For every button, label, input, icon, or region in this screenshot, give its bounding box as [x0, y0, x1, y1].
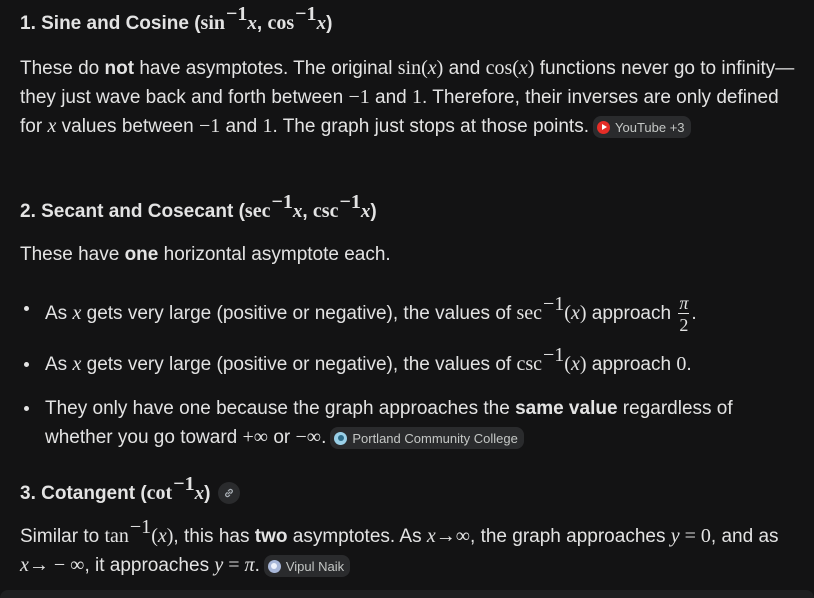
secant-cosecant-intro: These have one horizontal asymptote each. [20, 244, 391, 265]
section-heading-secant-cosecant: 2. Secant and Cosecant ($\sec^{-1}x$, $\csc^{-1}x$) [20, 191, 377, 222]
link-icon[interactable] [218, 482, 240, 504]
portland-community-college-icon [334, 432, 347, 445]
input-area-edge [0, 590, 814, 598]
source-chip-youtube[interactable]: YouTube +3 [593, 116, 691, 138]
bullet-dot [24, 362, 29, 367]
fraction-pi-over-2: $\frac{\pi}{2}$ [679, 293, 689, 335]
bullet-dot [24, 406, 29, 411]
source-chip-portland-community-college[interactable]: Portland Community College [330, 427, 523, 449]
vipul-naik-icon [268, 560, 281, 573]
youtube-icon [597, 121, 610, 134]
sine-cosine-paragraph: These do not have asymptotes. The original sin(x) and cos(x) functions never go to infinity—they just wave back and forth between −1 and 1. Therefore, their inverses are only defined for x values between −1 and 1. The graph just stops at those points. YouTube +3 [20, 57, 795, 137]
source-chip-vipul-naik[interactable]: Vipul Naik [264, 555, 350, 577]
section-heading-sine-cosine: 1. Sine and Cosine ($\sin^{-1}x$, $\cos^{-1}x$) [20, 3, 333, 34]
cotangent-paragraph: Similar to $\tan^{-1}(x)$, this has two asymptotes. As x→∞, the graph approaches y = 0, and as x→ − ∞, it approaches y = π. Vipul Naik [20, 516, 779, 576]
section-heading-cotangent: 3. Cotangent $(\cot^{-1}x)$ [20, 482, 240, 505]
bullet-dot [24, 306, 29, 311]
